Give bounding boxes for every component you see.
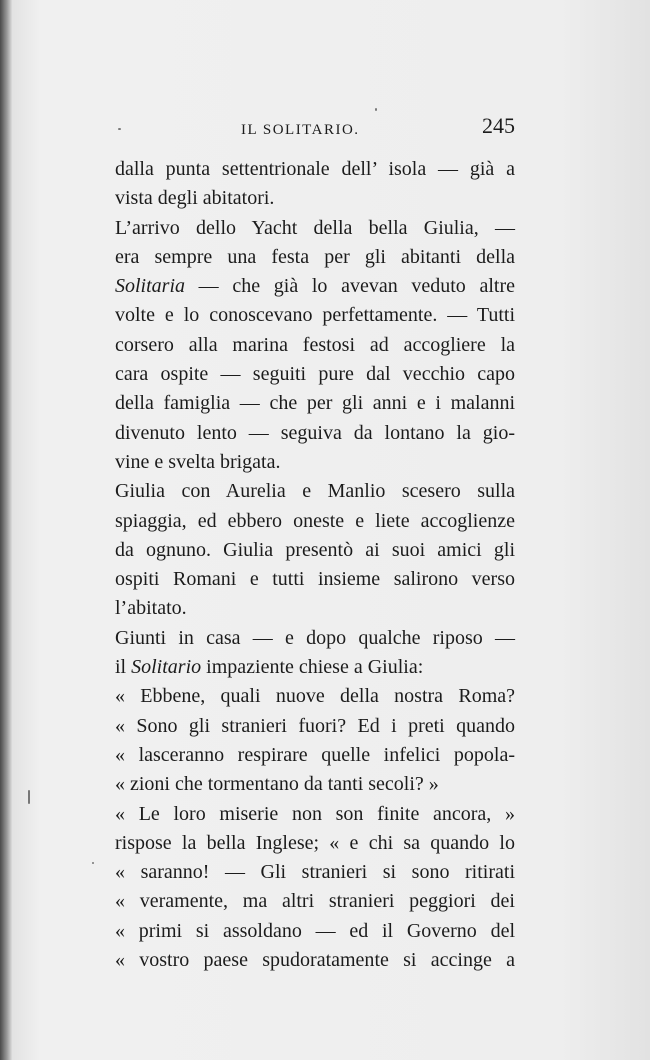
text-line <box>115 653 515 682</box>
text-line: « Sono gli stranieri fuori? Ed i preti quando <box>115 714 515 737</box>
body-text <box>115 155 515 975</box>
text-line <box>115 272 515 301</box>
page-number: 245 <box>482 113 515 138</box>
print-speck <box>375 108 377 111</box>
text-line: da ognuno. Giulia presentò ai suoi amici gli <box>115 538 515 561</box>
print-speck <box>92 862 94 864</box>
text-line: « saranno! — Gli stranieri si sono ritirati <box>115 861 515 884</box>
text-line: « veramente, ma altri stranieri peggiori dei <box>115 890 515 913</box>
italic-segment: Solitaria <box>115 275 186 298</box>
page-spine-shadow <box>0 0 12 1060</box>
text-segment: impaziente chiese a Giulia: <box>201 656 424 679</box>
text-line: spiaggia, ed ebbero oneste e liete accoglienze <box>115 509 515 532</box>
text-line: corsero alla marina festosi ad accogliere la <box>115 333 515 356</box>
text-line: « lasceranno respirare quelle infelici popola- <box>115 743 515 766</box>
italic-segment: Solitario <box>131 656 202 679</box>
text-line: vine e svelta brigata. <box>115 450 281 473</box>
text-line: era sempre una festa per gli abitanti della <box>115 245 515 268</box>
text-line: dalla punta settentrionale dell’ isola — già a <box>115 158 515 180</box>
text-line: della famiglia — che per gli anni e i malanni <box>115 392 515 415</box>
text-line: L’arrivo dello Yacht della bella Giulia, — <box>115 216 515 239</box>
print-speck <box>118 128 121 130</box>
text-line: volte e lo conoscevano perfettamente. — Tutti <box>115 304 515 327</box>
page-header <box>115 113 515 143</box>
running-title: IL SOLITARIO. <box>241 122 360 138</box>
text-line: « Ebbene, quali nuove della nostra Roma? <box>115 685 515 708</box>
text-line: « primi si assoldano — ed il Governo del <box>115 919 515 942</box>
text-segment: — che già lo avevan veduto altre <box>185 275 515 298</box>
text-line: « vostro paese spudoratamente si accinge a <box>115 949 515 972</box>
text-line: vista degli abitatori. <box>115 187 275 210</box>
text-line: « zioni che tormentano da tanti secoli? » <box>115 773 439 796</box>
text-line: rispose la bella Inglese; « e chi sa quando lo <box>115 831 515 854</box>
text-line: Giunti in casa — e dopo qualche riposo — <box>115 626 515 649</box>
text-line: cara ospite — seguiti pure dal vecchio capo <box>115 363 515 386</box>
text-line: Giulia con Aurelia e Manlio scesero sulla <box>115 480 515 503</box>
text-line: « Le loro miserie non son finite ancora, » <box>115 802 515 825</box>
text-line: l’abitato. <box>115 597 187 620</box>
text-segment: il <box>115 656 132 679</box>
text-line: ospiti Romani e tutti insieme salirono verso <box>115 568 515 591</box>
text-line: divenuto lento — seguiva da lontano la gio- <box>115 421 515 444</box>
print-speck <box>28 790 30 804</box>
